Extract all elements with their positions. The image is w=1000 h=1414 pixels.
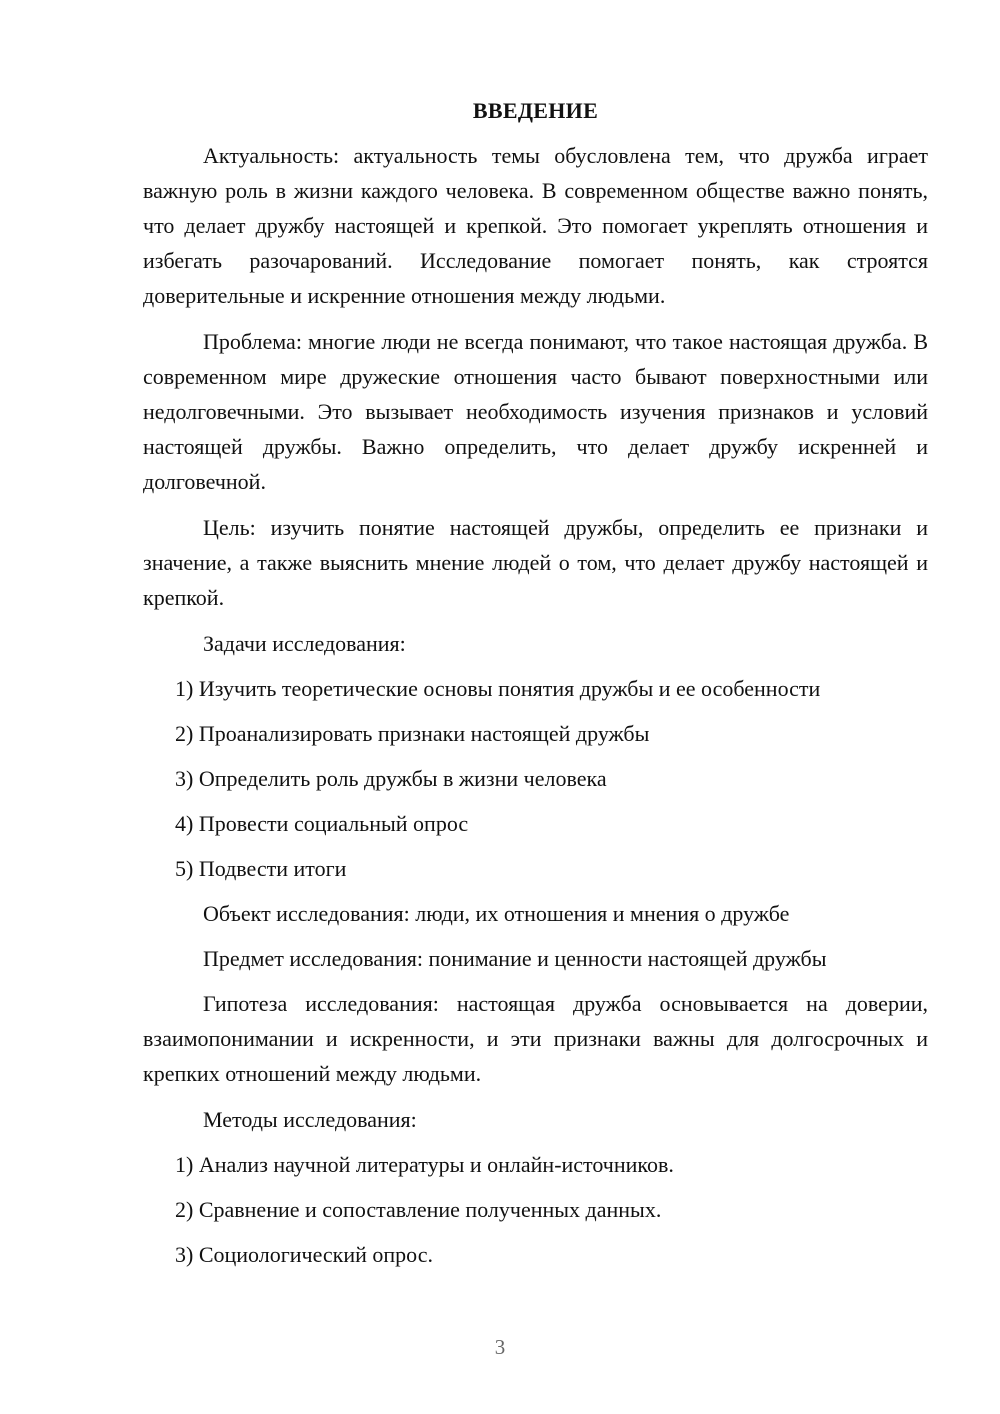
page-content	[143, 96, 928, 1282]
tasks-heading: Задачи исследования:	[203, 631, 406, 656]
task-item: 1) Изучить теоретические основы понятия дружбы и ее особенности	[175, 676, 821, 701]
goal-paragraph: Цель: изучить понятие настоящей дружбы, определить ее признаки и значение, а также выяснить мнение людей о том, что делает дружбу настоящей и крепкой.	[143, 515, 928, 610]
task-item: 2) Проанализировать признаки настоящей дружбы	[175, 721, 650, 746]
task-item: 3) Определить роль дружбы в жизни человека	[175, 766, 607, 791]
method-item: 3) Социологический опрос.	[175, 1242, 433, 1267]
problem-paragraph: Проблема: многие люди не всегда понимают, что такое настоящая дружба. В современном мире дружеские отношения часто бывают поверхностными или недолговечными. Это вызывает необходимость изучения признаков и условий настоящей дружбы. Важно определить, что делает дружбу искренней и долговечной.	[143, 329, 928, 494]
methods-heading: Методы исследования:	[203, 1107, 417, 1132]
page-title: ВВЕДЕНИЕ	[472, 98, 599, 123]
task-item: 5) Подвести итоги	[175, 856, 347, 881]
subject-line: Предмет исследования: понимание и ценности настоящей дружбы	[203, 946, 827, 971]
hypothesis-paragraph: Гипотеза исследования: настоящая дружба основывается на доверии, взаимопонимании и искренности, и эти признаки важны для долгосрочных и крепких отношений между людьми.	[143, 991, 928, 1086]
method-item: 1) Анализ научной литературы и онлайн-источников.	[175, 1152, 674, 1177]
object-line: Объект исследования: люди, их отношения и мнения о дружбе	[203, 901, 790, 926]
task-item: 4) Провести социальный опрос	[175, 811, 469, 836]
method-item: 2) Сравнение и сопоставление полученных данных.	[175, 1197, 662, 1222]
page-number: 3	[494, 1335, 506, 1359]
relevance-paragraph: Актуальность: актуальность темы обусловлена тем, что дружба играет важную роль в жизни каждого человека. В современном обществе важно понять, что делает дружбу настоящей и крепкой. Это помогает укреплять отношения и избегать разочарований. Исследование помогает понять, как строятся доверительные и искренние отношения между людьми.	[143, 143, 928, 308]
